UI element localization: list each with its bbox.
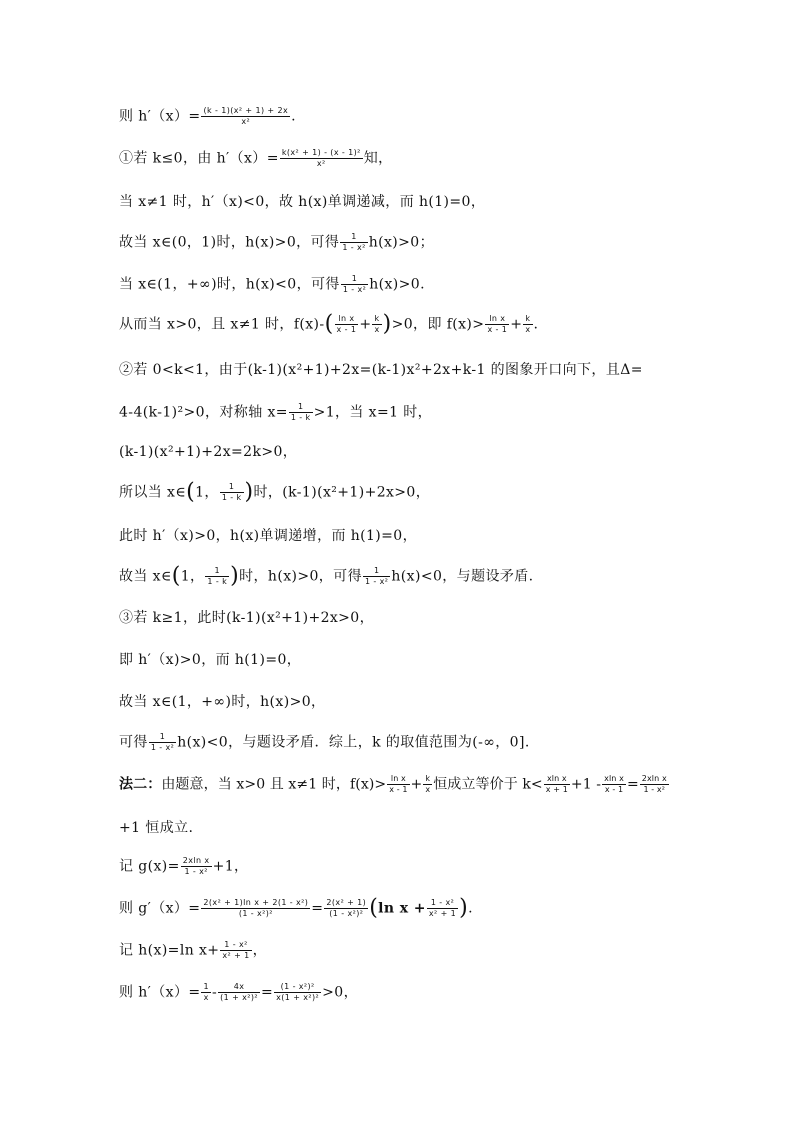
text: ③若 k≥1，此时(k-1)(x²+1)+2x>0， <box>119 610 375 626</box>
paren: ) <box>244 479 254 505</box>
text: ln x + <box>378 900 426 917</box>
text: h(x)<0，与题设矛盾．综上，k 的取值范围为(-∞，0]. <box>177 734 530 751</box>
fraction: $\frac{\text{ln x}}{x - 1}$ <box>487 314 508 334</box>
line-interval-1-inf <box>119 274 425 295</box>
fraction: $\frac{\text{1 - x²}}{\text{x² + 1}}$ <box>222 940 250 960</box>
line-h-positive <box>119 692 325 712</box>
text: (k-1)(x²+1)+2x=2k>0， <box>119 444 298 460</box>
text: 恒成立等价于 k< <box>433 776 543 793</box>
text: = <box>626 776 639 793</box>
paren: ( <box>369 895 379 921</box>
text: . <box>291 108 296 125</box>
text: +1 - <box>570 776 602 793</box>
text: 从而当 x>0，且 x≠1 时，f(x)- <box>119 316 325 333</box>
text: + <box>410 776 423 793</box>
text: 则 g′（x）= <box>119 900 201 917</box>
text: 所以当 x∈ <box>119 484 187 501</box>
fraction: $\frac{1}{\text{1 - x²}}$ <box>342 274 367 294</box>
text: +1， <box>212 858 249 875</box>
line-axis <box>119 402 432 423</box>
text: = <box>311 900 324 917</box>
fraction: $\frac{\text{ln x}}{x - 1}$ <box>389 774 408 794</box>
text: 则 h′（x）= <box>119 984 201 1001</box>
line-case-3 <box>119 608 374 628</box>
line-interval-positive <box>119 479 431 505</box>
line-interval-0-1 <box>119 232 434 253</box>
line-g-prime <box>119 895 473 921</box>
line-decreasing <box>119 192 485 212</box>
fraction: $\frac{\text{2(x² + 1)ln x + 2(1 - x²)}}{\text{(1 - x²)²}}$ <box>203 898 309 918</box>
fraction: $\frac{k}{x}$ <box>425 774 431 794</box>
fraction: $\frac{k}{x}$ <box>374 314 380 334</box>
line-h-prime-2 <box>119 982 358 1003</box>
fraction: $\frac{\text{2xln x}}{\text{1 - x²}}$ <box>182 856 210 876</box>
text: + <box>359 316 372 333</box>
fraction: $\frac{k}{x}$ <box>525 314 531 334</box>
fraction: $\frac{\text{k(x² + 1) - (x - 1)²}}{\text{x²}}$ <box>281 148 361 168</box>
fraction: $\frac{1}{1 - k}$ <box>290 402 311 422</box>
line-increasing <box>119 526 417 546</box>
method-label: 法二： <box>119 776 162 793</box>
line-h-prime-def <box>119 106 296 127</box>
text: >0，即 f(x)> <box>391 316 485 333</box>
fraction: $\frac{\text{ln x}}{x - 1}$ <box>336 314 357 334</box>
text: 4-4(k-1)²>0，对称轴 x= <box>119 404 288 421</box>
line-contradiction-1 <box>119 563 534 589</box>
text: 可得 <box>119 734 148 751</box>
text: >1，当 x=1 时， <box>313 404 433 421</box>
fraction: $\frac{1}{\text{1 - x²}}$ <box>150 732 175 752</box>
text: . <box>533 316 539 333</box>
fraction: $\frac{\text{(k - 1)(x² + 1) + 2x}}{\text{x²}}$ <box>203 106 289 126</box>
fraction: $\frac{4x}{\text{(1 + x²)²}}$ <box>220 982 258 1002</box>
paren: ( <box>171 563 181 589</box>
text: 1， <box>180 568 205 585</box>
text: + <box>510 316 523 333</box>
text: >0， <box>322 984 358 1001</box>
text: 1， <box>195 484 219 501</box>
text: - <box>211 984 218 1001</box>
text: 此时 h′（x)>0，h(x)单调递增，而 h(1)=0， <box>119 528 418 544</box>
text: 即 h′（x)>0，而 h(1)=0， <box>119 652 302 668</box>
fraction: $\frac{\text{2xln x}}{\text{1 - x²}}$ <box>641 774 667 794</box>
paren: ) <box>230 563 240 589</box>
fraction: $\frac{1}{1 - k}$ <box>207 566 228 586</box>
text: h(x)<0，与题设矛盾. <box>391 568 534 585</box>
line-h-prime-positive <box>119 650 301 670</box>
text: 知， <box>363 150 393 167</box>
paren: ( <box>186 479 196 505</box>
fraction: $\frac{1}{\text{1 - x²}}$ <box>364 566 389 586</box>
text: ， <box>252 942 268 959</box>
paren: ) <box>459 895 469 921</box>
text: 记 g(x)= <box>119 858 180 875</box>
text: 故当 x∈(1，+∞)时，h(x)>0， <box>119 694 326 710</box>
line-method-2-cont <box>119 818 193 838</box>
text: 时，h(x)>0，可得 <box>239 568 362 585</box>
text: 记 h(x)=ln x+ <box>119 942 220 959</box>
line-case-1 <box>119 148 393 169</box>
line-range-conclusion <box>119 732 530 753</box>
text: 当 x≠1 时，h′（x)<0，故 h(x)单调递减，而 h(1)=0， <box>119 194 486 210</box>
text: = <box>261 984 274 1001</box>
text: h(x)>0. <box>369 276 425 293</box>
fraction: $\frac{\text{xln x}}{x + 1}$ <box>545 774 568 794</box>
line-h-def <box>119 940 267 961</box>
line-conclusion-1 <box>119 311 539 337</box>
text: 故当 x∈(0，1)时，h(x)>0，可得 <box>119 234 340 251</box>
fraction: $\frac{\text{(1 - x²)²}}{\text{x(1 + x²)²}}$ <box>276 982 320 1002</box>
fraction: $\frac{1}{\text{1 - x²}}$ <box>342 232 366 252</box>
text: . <box>468 900 473 917</box>
text: 故当 x∈ <box>119 568 172 585</box>
text: ①若 k≤0，由 h′（x）= <box>119 150 279 167</box>
text: h(x)>0； <box>368 234 435 251</box>
fraction: $\frac{1}{1 - k}$ <box>221 482 242 502</box>
text: 由题意，当 x>0 且 x≠1 时，f(x)> <box>161 776 387 793</box>
line-method-2 <box>119 774 670 795</box>
paren: ) <box>382 311 392 337</box>
line-case-2 <box>119 360 643 380</box>
fraction: $\frac{\text{xln x}}{x - 1}$ <box>604 774 624 794</box>
line-g-def <box>119 856 248 877</box>
text: ②若 0<k<1，由于(k-1)(x²+1)+2x=(k-1)x²+2x+k-1 的图象开口向下，且Δ= <box>119 362 643 378</box>
text: 则 h′（x）= <box>119 108 201 125</box>
fraction: $\frac{\text{2(x² + 1)}}{\text{(1 - x²)²}}$ <box>326 898 367 918</box>
fraction: $\frac{\text{1 - x²}}{\text{x² + 1}}$ <box>428 898 457 918</box>
text: +1 恒成立. <box>119 820 194 836</box>
line-value-at-1 <box>119 442 297 462</box>
text: 当 x∈(1，+∞)时，h(x)<0，可得 <box>119 276 340 293</box>
fraction: $\frac{1}{x}$ <box>203 982 209 1002</box>
text: 时，(k-1)(x²+1)+2x>0， <box>253 484 431 501</box>
paren: ( <box>324 311 334 337</box>
